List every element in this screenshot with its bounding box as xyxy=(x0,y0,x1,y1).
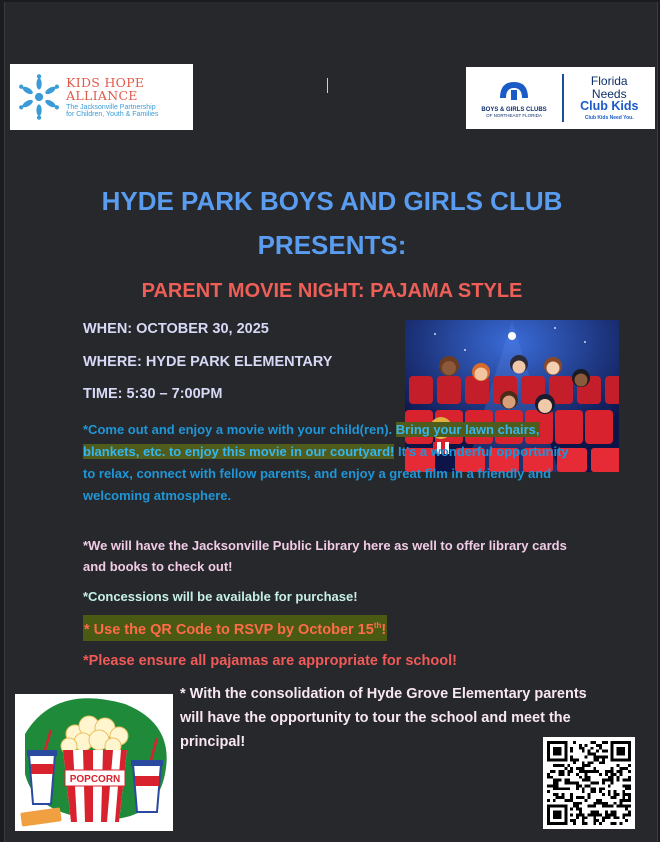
popcorn-image xyxy=(15,694,173,831)
popcorn-label: POPCORN xyxy=(69,774,121,785)
event-when: WHEN: OCTOBER 30, 2025 xyxy=(83,321,269,337)
consolidation-note: * With the consolidation of Hyde Grove Elementary parents will have the opportunity to tour the school and meet the principal! xyxy=(180,686,587,750)
bgc-name2: OF NORTHEAST FLORIDA xyxy=(486,113,542,118)
kids-hope-alliance-logo xyxy=(10,64,193,130)
intro-highlight: Bring your lawn chairs, blankets, etc. to enjoy this movie in our courtyard! xyxy=(83,422,540,459)
intro-text-a: *Come out and enjoy a movie with your child(ren). xyxy=(83,422,396,437)
intro-text-b: It’s a wonderful opportunity to relax, connect with fellow parents, and enjoy a great film in a friendly and welcoming atmosphere. xyxy=(83,444,569,503)
kids-hope-name: KIDS HOPE ALLIANCE xyxy=(66,74,145,103)
flyer-page xyxy=(4,2,658,842)
rsvp-qr-code[interactable] xyxy=(543,737,635,829)
kids-hope-sub2: for Children, Youth & Families xyxy=(66,111,159,119)
bgc-line2: Needs xyxy=(591,86,627,101)
rsvp-end: ! xyxy=(381,621,387,638)
event-where: WHERE: HYDE PARK ELEMENTARY xyxy=(83,354,333,370)
concessions-note: *Concessions will be available for purchase! xyxy=(83,589,358,604)
text-cursor xyxy=(327,78,328,93)
qr-code-icon xyxy=(547,741,631,825)
rsvp-sup: th xyxy=(373,621,382,630)
intro-paragraph xyxy=(83,419,583,507)
title-line1: HYDE PARK BOYS AND GIRLS CLUB xyxy=(101,186,563,216)
boys-girls-clubs-logo xyxy=(466,67,655,129)
rsvp-text: * Use the QR Code to RSVP by October 15 xyxy=(84,621,374,638)
bgc-hands-icon xyxy=(497,78,531,104)
kids-hope-sub1: The Jacksonville Partnership xyxy=(66,103,156,111)
pajamas-note: *Please ensure all pajamas are appropriate for school! xyxy=(83,653,457,669)
bgc-name: BOYS & GIRLS CLUBS xyxy=(481,107,547,113)
starburst-icon xyxy=(16,69,62,125)
title-line2: PRESENTS: xyxy=(257,230,407,260)
bgc-line1: Florida xyxy=(590,74,628,89)
library-note: *We will have the Jacksonville Public Library here as well to offer library cards and books to check out! xyxy=(83,538,567,574)
bgc-line3: Club Kids xyxy=(580,99,639,114)
rsvp-note xyxy=(83,615,387,641)
bgc-tagline: Club Kids Need You. xyxy=(584,114,634,121)
event-subtitle: PARENT MOVIE NIGHT: PAJAMA STYLE xyxy=(141,280,523,302)
event-time: TIME: 5:30 – 7:00PM xyxy=(83,386,223,402)
